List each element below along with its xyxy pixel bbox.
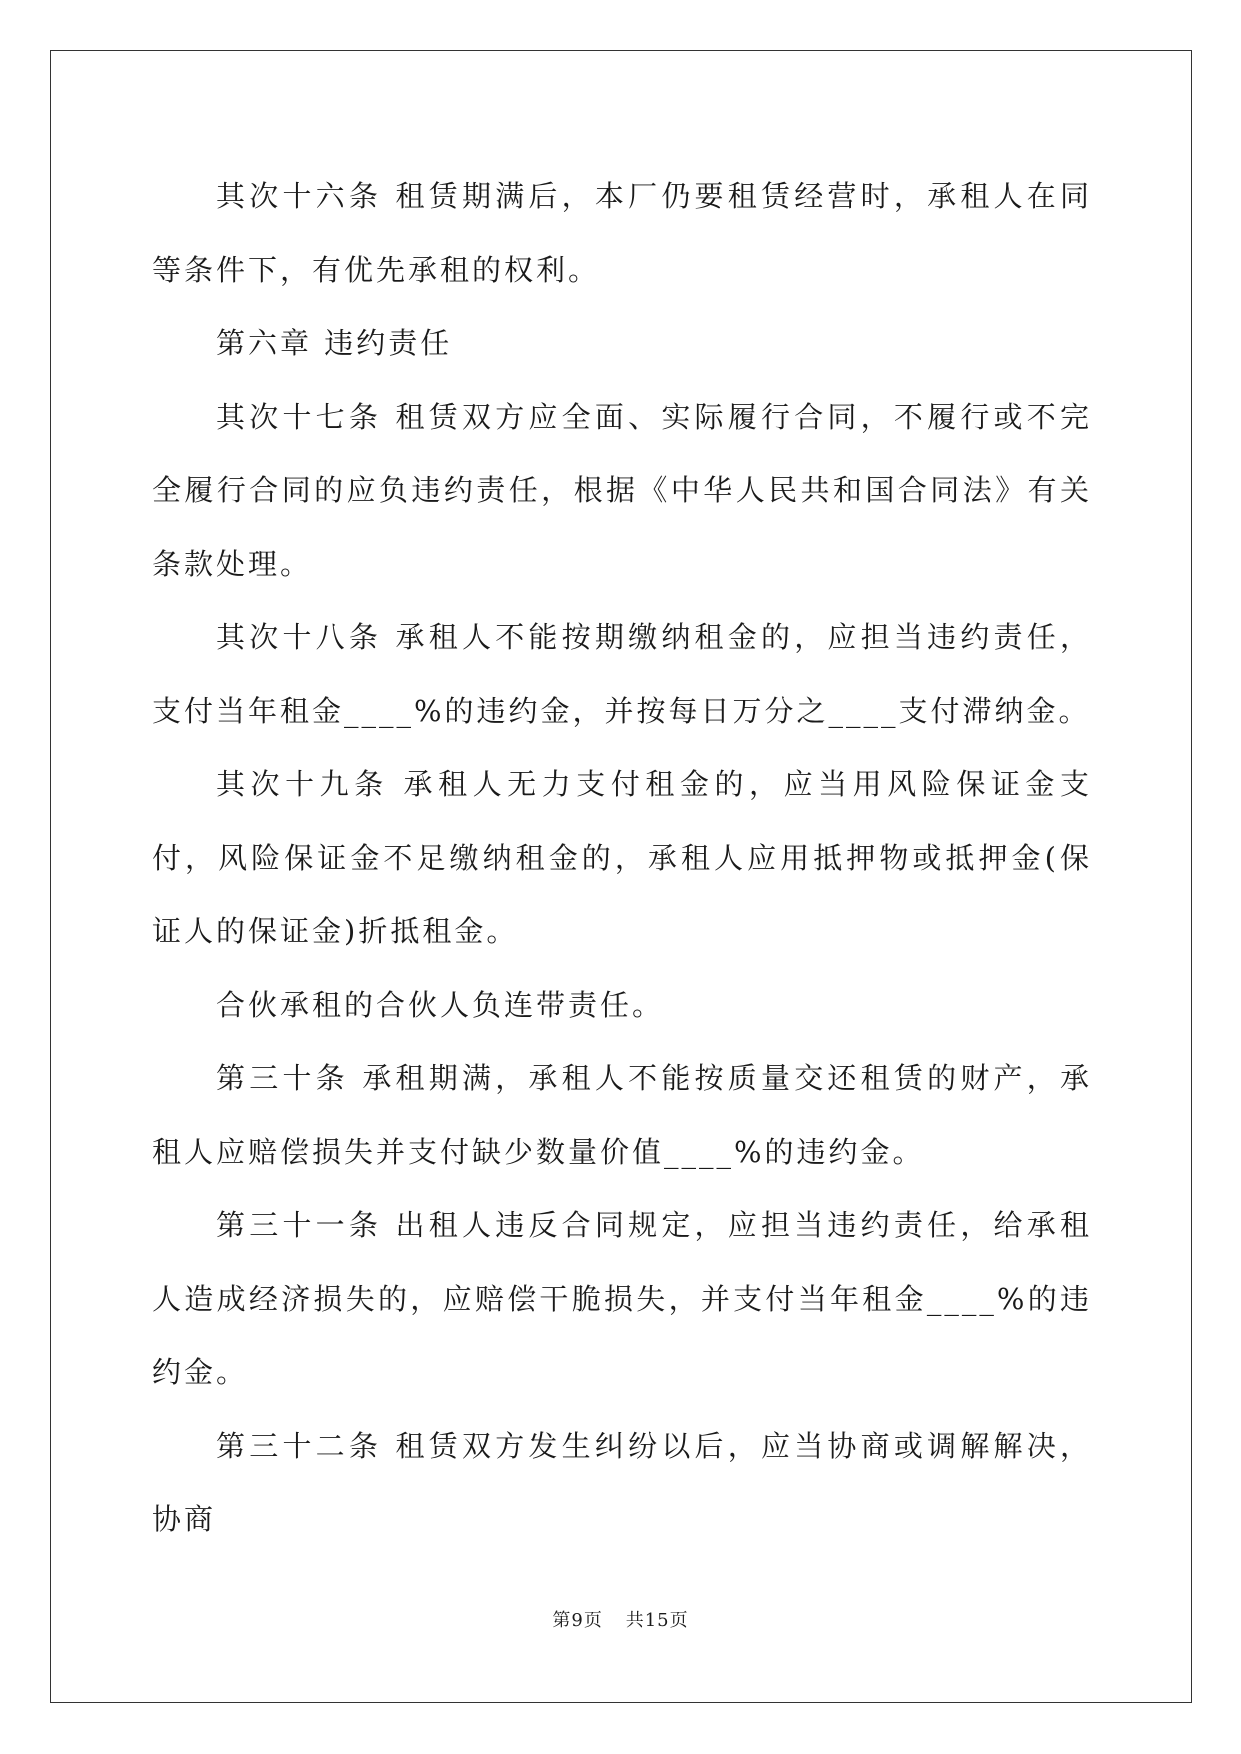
page-number: 第9页 xyxy=(552,1610,603,1631)
paragraph-article-32: 第三十二条 租赁双方发生纠纷以后，应当协商或调解解决，协商 xyxy=(152,1428,1092,1536)
paragraph-article-18: 其次十八条 承租人不能按期缴纳租金的，应担当违约责任，支付当年租金____%的违约金，并按每日万分之____支付滞纳金。 xyxy=(152,620,1092,728)
paragraph-partnership: 合伙承租的合伙人负连带责任。 xyxy=(216,987,665,1022)
page-footer xyxy=(0,1606,1241,1632)
paragraph-article-31: 第三十一条 出租人违反合同规定，应担当违约责任，给承租人造成经济损失的，应赔偿干脆损失，并支付当年租金____%的违约金。 xyxy=(152,1208,1092,1389)
paragraph-article-16: 其次十六条 租赁期满后，本厂仍要租赁经营时，承租人在同等条件下，有优先承租的权利。 xyxy=(152,179,1092,287)
page-total: 共15页 xyxy=(625,1610,689,1631)
chapter-heading: 第六章 违约责任 xyxy=(216,326,453,360)
paragraph-article-30: 第三十条 承租期满，承租人不能按质量交还租赁的财产，承租人应赔偿损失并支付缺少数量价值____%的违约金。 xyxy=(152,1061,1092,1169)
paragraph-article-17: 其次十七条 租赁双方应全面、实际履行合同，不履行或不完全履行合同的应负违约责任，根据《中华人民共和国合同法》有关条款处理。 xyxy=(152,399,1092,581)
paragraph-article-19: 其次十九条 承租人无力支付租金的，应当用风险保证金支付，风险保证金不足缴纳租金的，承租人应用抵押物或抵押金(保证人的保证金)折抵租金。 xyxy=(152,767,1092,948)
document-body xyxy=(152,160,1092,1557)
